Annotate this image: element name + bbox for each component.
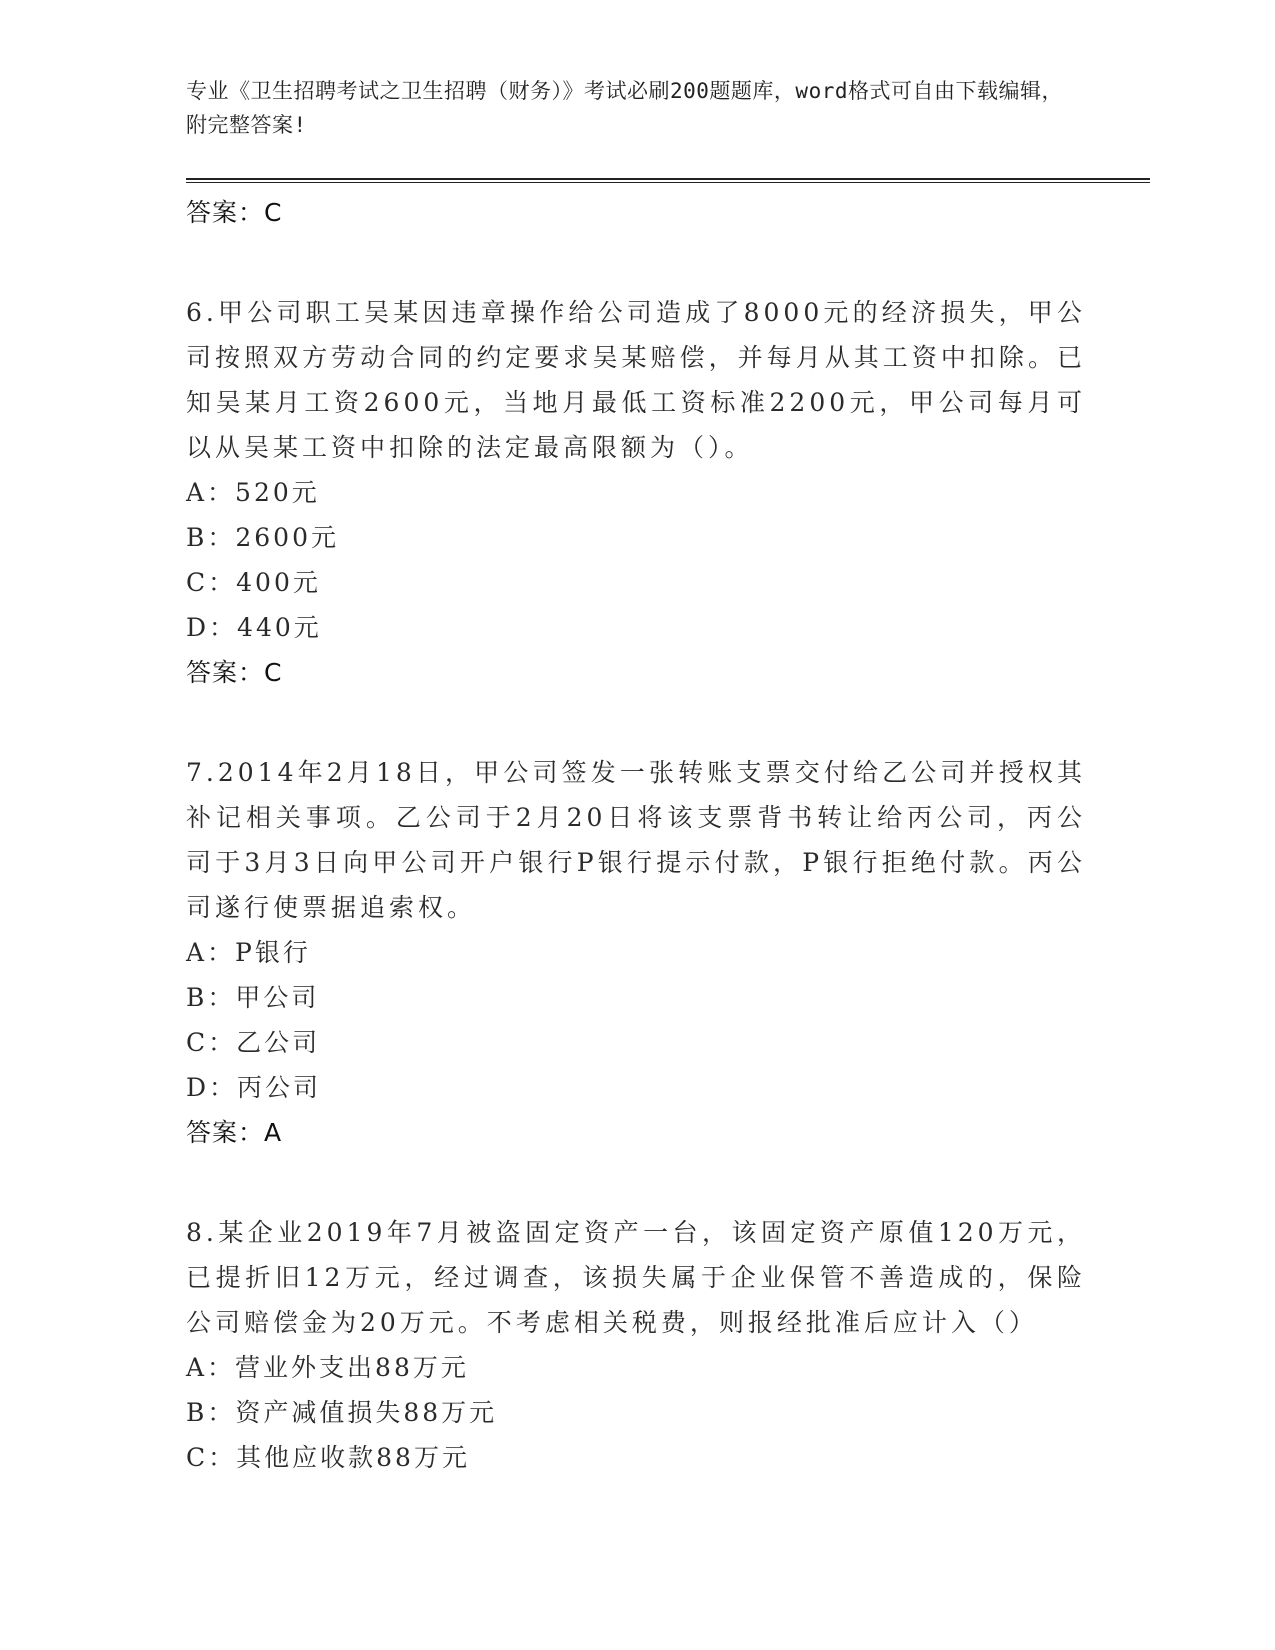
option-c: C：400元: [186, 568, 321, 597]
document-body: [186, 190, 1086, 1480]
question-text: 8.某企业2019年7月被盗固定资产一台，该固定资产原值120万元，已提折旧12万元，经过调查，该损失属于企业保管不善造成的，保险公司赔偿金为20万元。不考虑相关税费，则报经批准后应计入（）: [186, 1218, 1086, 1337]
answer-line: 答案：C: [186, 658, 283, 687]
option-b: B：资产减值损失88万元: [186, 1398, 498, 1427]
option-b: B：2600元: [186, 523, 339, 552]
answer-line: 答案：C: [186, 198, 283, 227]
question-block: [186, 750, 1086, 1155]
spacer: [186, 695, 1086, 750]
question-block: [186, 1210, 1086, 1480]
option-a: A：营业外支出88万元: [186, 1353, 469, 1382]
spacer: [186, 1155, 1086, 1210]
option-a: A：520元: [186, 478, 320, 507]
option-a: A：P银行: [186, 938, 311, 967]
spacer: [186, 235, 1086, 290]
answer-line: 答案：A: [186, 1118, 283, 1147]
question-text: 7.2014年2月18日，甲公司签发一张转账支票交付给乙公司并授权其补记相关事项。乙公司于2月20日将该支票背书转让给丙公司，丙公司于3月3日向甲公司开户银行P银行提示付款，P银行拒绝付款。丙公司遂行使票据追索权。: [186, 758, 1086, 922]
option-c: C：其他应收款88万元: [186, 1443, 470, 1472]
option-c: C：乙公司: [186, 1028, 321, 1057]
option-b: B：甲公司: [186, 983, 320, 1012]
question-block: [186, 290, 1086, 695]
option-d: D：440元: [186, 613, 322, 642]
header-rule: [186, 178, 1150, 183]
option-d: D：丙公司: [186, 1073, 322, 1102]
document-header: 专业《卫生招聘考试之卫生招聘（财务）》考试必刷200题题库，word格式可自由下载编辑，附完整答案!: [186, 79, 1063, 137]
question-text: 6.甲公司职工吴某因违章操作给公司造成了8000元的经济损失，甲公司按照双方劳动合同的约定要求吴某赔偿，并每月从其工资中扣除。已知吴某月工资2600元，当地月最低工资标准2200元，甲公司每月可以从吴某工资中扣除的法定最高限额为（）。: [186, 298, 1086, 462]
